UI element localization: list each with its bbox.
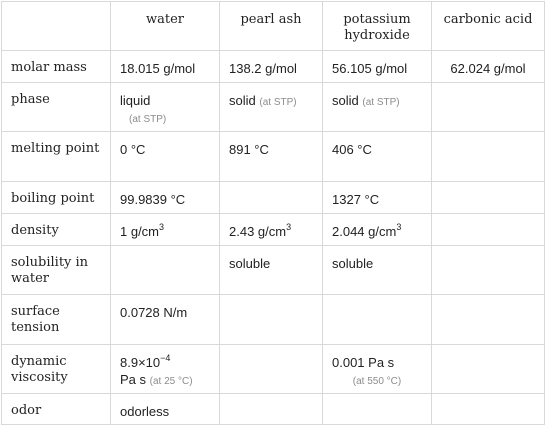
cell-water-melting-point: 0 °C (111, 132, 220, 182)
viscosity-value: 0.001 Pa s (332, 355, 395, 370)
viscosity-times: ×10 (138, 355, 161, 370)
phase-note: (at STP) (259, 97, 297, 108)
cell-water-boiling-point: 99.9839 °C (111, 182, 220, 214)
row-label-density: density (2, 214, 111, 246)
cell-pearl-ash-melting-point: 891 °C (220, 132, 323, 182)
cell-pearl-ash-odor (220, 394, 323, 425)
properties-table (1, 1, 545, 425)
density-exponent: 3 (286, 221, 292, 232)
cell-pearl-ash-dynamic-viscosity (220, 345, 323, 394)
row-label-dynamic-viscosity: dynamic viscosity (2, 345, 111, 394)
cell-pearl-ash-surface-tension (220, 295, 323, 345)
phase-value: solid (332, 93, 359, 108)
cell-potassium-hydroxide-boiling-point: 1327 °C (323, 182, 432, 214)
cell-potassium-hydroxide-solubility: soluble (323, 246, 432, 295)
column-header-potassium-hydroxide: potassium hydroxide (323, 2, 432, 51)
viscosity-exponent: −4 (160, 352, 171, 363)
row-label-boiling-point: boiling point (2, 182, 111, 214)
viscosity-note: (at 550 °C) (352, 376, 402, 387)
cell-water-molar-mass: 18.015 g/mol (111, 51, 220, 83)
density-value: 2.43 g/cm (229, 224, 287, 239)
phase-value: solid (229, 93, 256, 108)
cell-potassium-hydroxide-dynamic-viscosity (323, 345, 432, 394)
row-dynamic-viscosity (2, 345, 545, 394)
cell-water-density (111, 214, 220, 246)
cell-potassium-hydroxide-odor (323, 394, 432, 425)
viscosity-note: (at 25 °C) (149, 376, 193, 387)
cell-pearl-ash-molar-mass: 138.2 g/mol (220, 51, 323, 83)
density-exponent: 3 (396, 221, 402, 232)
density-value: 2.044 g/cm (332, 224, 397, 239)
phase-note: (at STP) (362, 97, 400, 108)
row-boiling-point (2, 182, 545, 214)
column-header-carbonic-acid: carbonic acid (432, 2, 545, 51)
row-molar-mass (2, 51, 545, 83)
cell-carbonic-acid-solubility (432, 246, 545, 295)
cell-pearl-ash-density (220, 214, 323, 246)
phase-value: liquid (120, 93, 151, 108)
row-phase (2, 83, 545, 132)
cell-potassium-hydroxide-density (323, 214, 432, 246)
cell-pearl-ash-boiling-point (220, 182, 323, 214)
row-melting-point (2, 132, 545, 182)
density-value: 1 g/cm (120, 224, 160, 239)
cell-carbonic-acid-density (432, 214, 545, 246)
cell-pearl-ash-phase (220, 83, 323, 132)
row-label-surface-tension: surface tension (2, 295, 111, 345)
row-label-molar-mass: molar mass (2, 51, 111, 83)
cell-carbonic-acid-melting-point (432, 132, 545, 182)
cell-carbonic-acid-surface-tension (432, 295, 545, 345)
phase-note: (at STP) (129, 114, 167, 125)
cell-carbonic-acid-molar-mass: 62.024 g/mol (432, 51, 545, 83)
row-density (2, 214, 545, 246)
viscosity-mantissa: 8.9 (120, 355, 139, 370)
row-surface-tension (2, 295, 545, 345)
cell-pearl-ash-solubility: soluble (220, 246, 323, 295)
row-odor (2, 394, 545, 425)
cell-water-phase (111, 83, 220, 132)
column-header-water: water (111, 2, 220, 51)
density-exponent: 3 (159, 221, 165, 232)
header-row (2, 2, 545, 51)
cell-potassium-hydroxide-phase (323, 83, 432, 132)
row-label-solubility: solubility in water (2, 246, 111, 295)
cell-water-dynamic-viscosity (111, 345, 220, 394)
column-header-pearl-ash: pearl ash (220, 2, 323, 51)
cell-carbonic-acid-boiling-point (432, 182, 545, 214)
cell-carbonic-acid-phase (432, 83, 545, 132)
row-label-melting-point: melting point (2, 132, 111, 182)
cell-carbonic-acid-dynamic-viscosity (432, 345, 545, 394)
cell-water-surface-tension: 0.0728 N/m (111, 295, 220, 345)
row-label-phase: phase (2, 83, 111, 132)
cell-carbonic-acid-odor (432, 394, 545, 425)
cell-water-solubility (111, 246, 220, 295)
cell-potassium-hydroxide-surface-tension (323, 295, 432, 345)
row-solubility (2, 246, 545, 295)
row-label-odor: odor (2, 394, 111, 425)
cell-water-odor: odorless (111, 394, 220, 425)
cell-potassium-hydroxide-melting-point: 406 °C (323, 132, 432, 182)
corner-cell (2, 2, 111, 51)
viscosity-unit: Pa s (120, 372, 147, 387)
cell-potassium-hydroxide-molar-mass: 56.105 g/mol (323, 51, 432, 83)
